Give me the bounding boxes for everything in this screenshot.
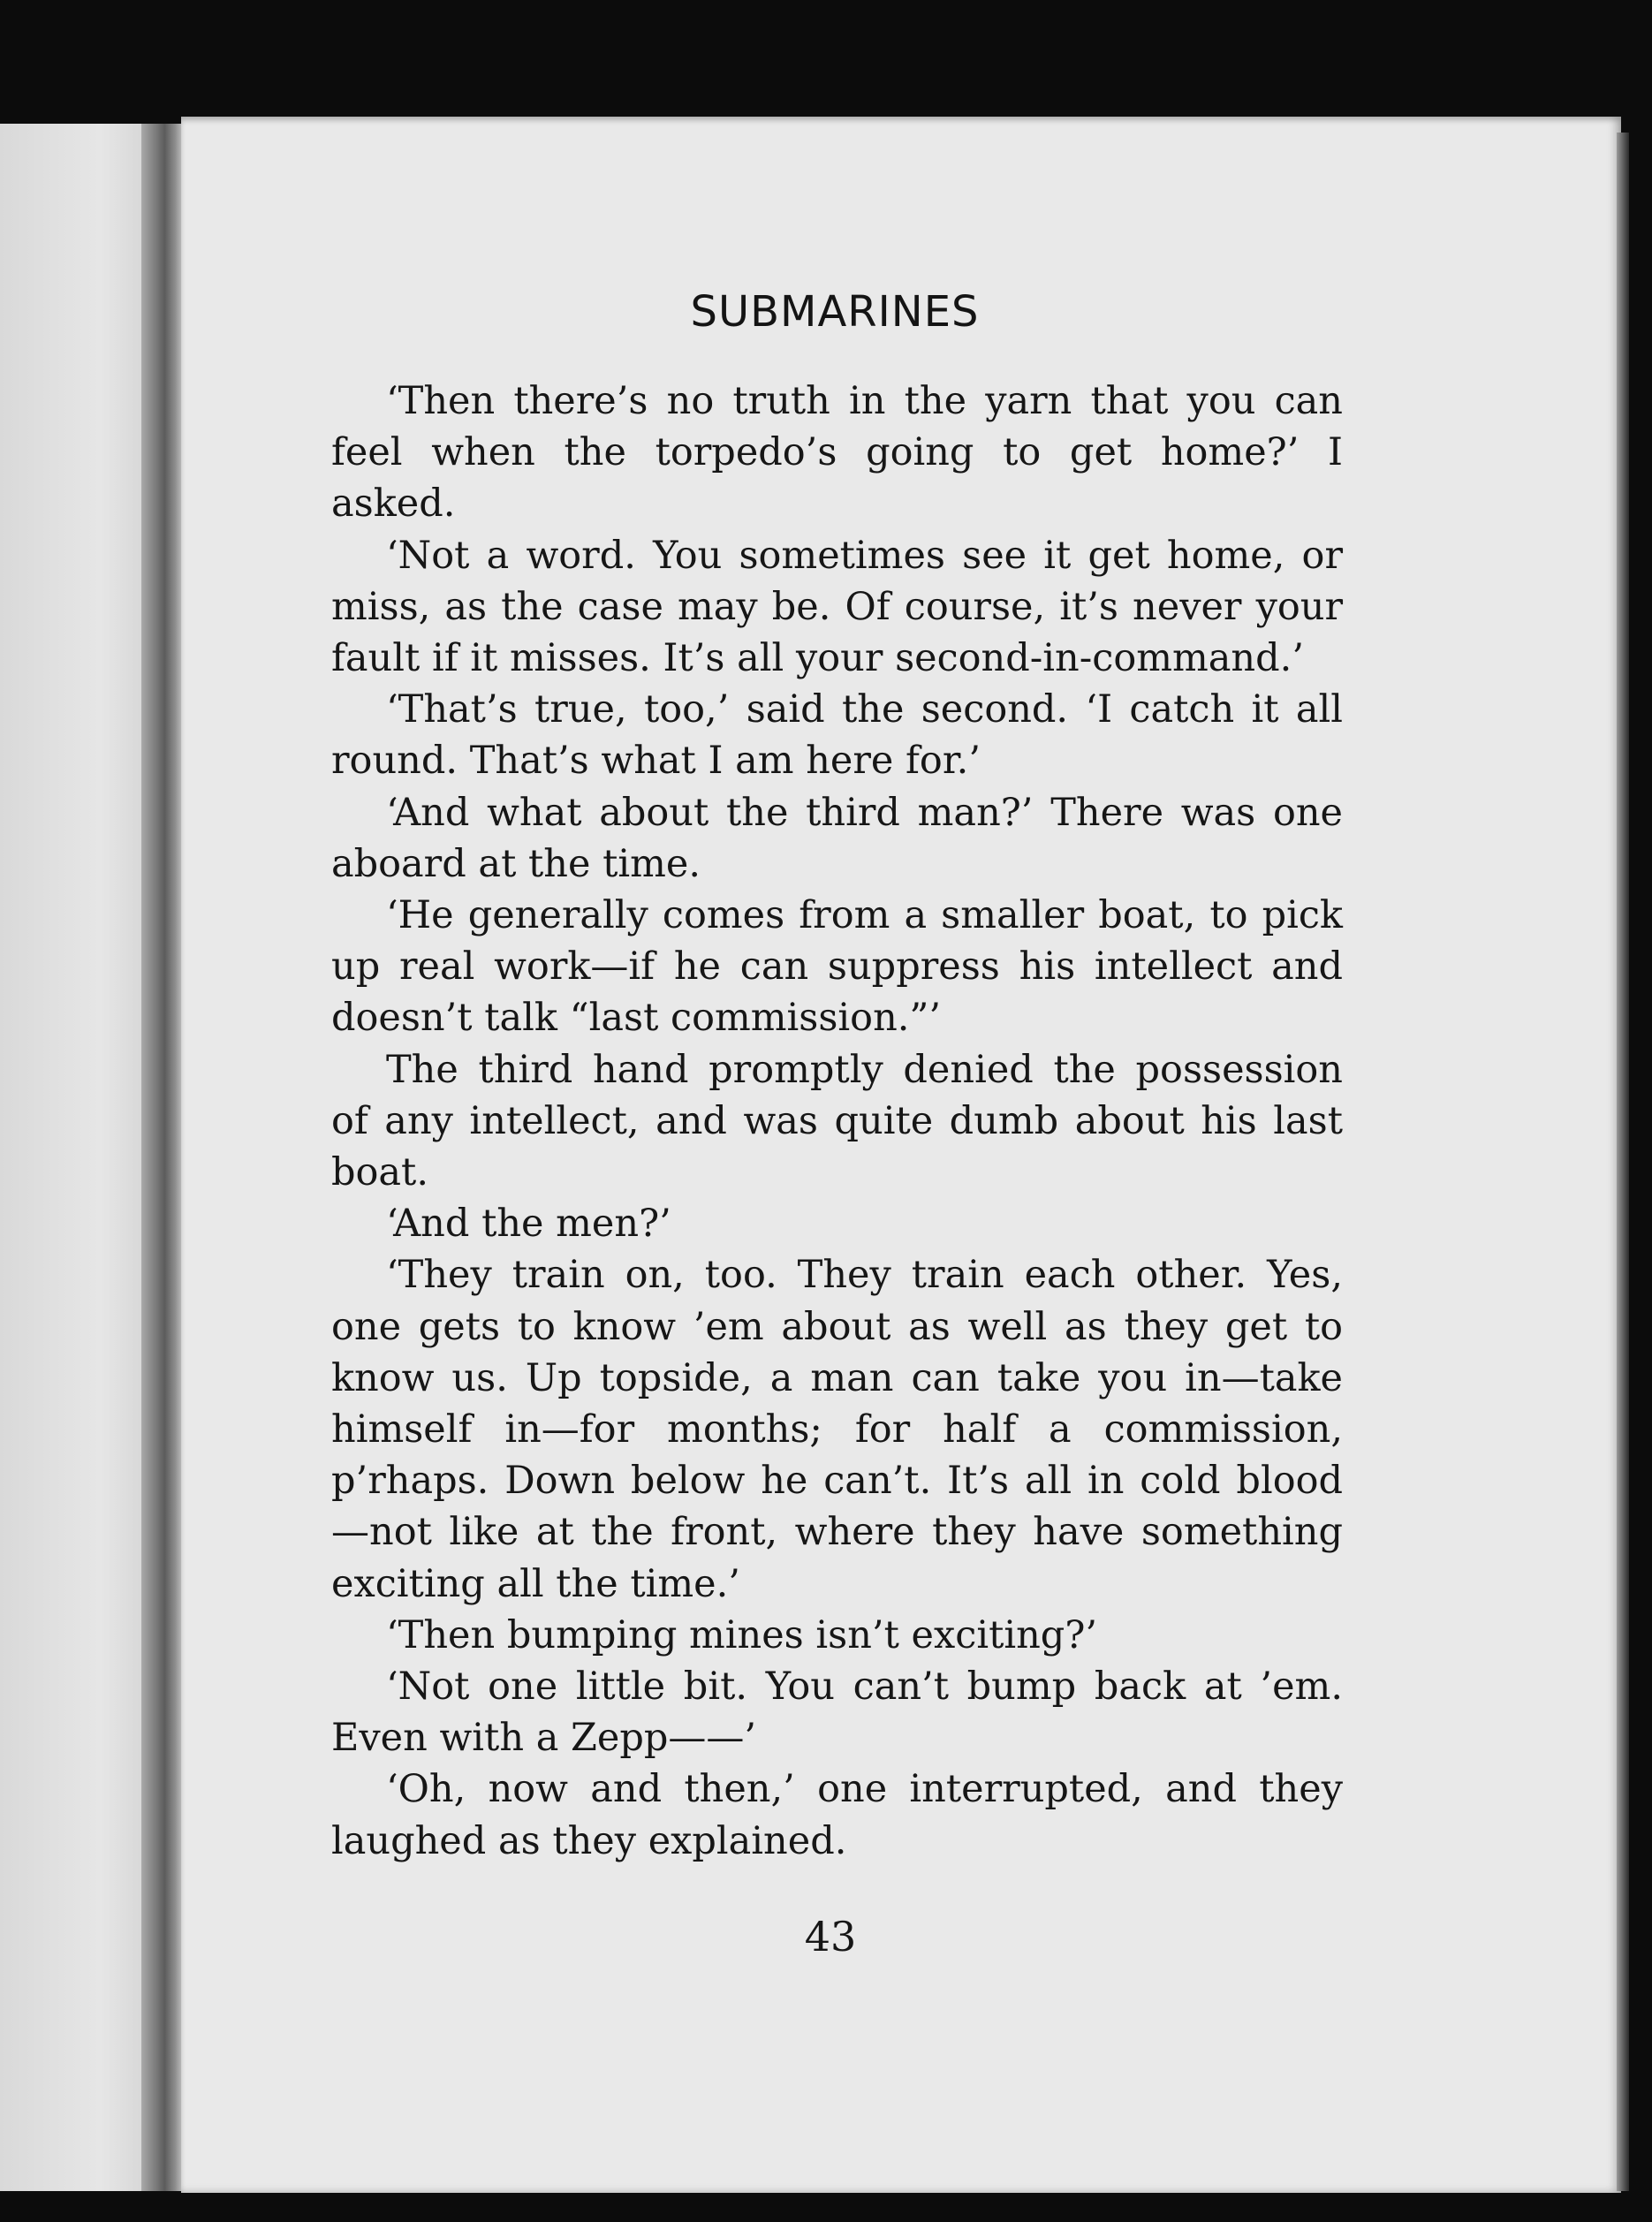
paragraph: ‘They train on, too. They train each other. Yes, one gets to know ’em about as well as they get to know us. Up topside, a man can take you in—take himself in—for months; for half a commission, p’rhaps. Down below he can’t. It’s all in cold blood—not like at the front, where they have something exciting all the time.’ — [331, 1253, 1343, 1606]
paragraph: The third hand promptly denied the possession of any intellect, and was quite dumb about his last boat. — [331, 1047, 1343, 1195]
body-text — [331, 375, 1343, 1867]
page-edge-shadow — [1617, 133, 1629, 2191]
paragraph: ‘That’s true, too,’ said the second. ‘I catch it all round. That’s what I am here for.’ — [331, 687, 1343, 784]
paragraph: ‘Not one little bit. You can’t bump back at ’em. Even with a Zepp——’ — [331, 1665, 1343, 1761]
book-gutter — [141, 124, 184, 2191]
paragraph: ‘He generally comes from a smaller boat, to pick up real work—if he can suppress his intellect and doesn’t talk “last commission.”’ — [331, 893, 1343, 1041]
paragraph: ‘And what about the third man?’ There was one aboard at the time. — [331, 790, 1343, 886]
paragraph: ‘Then there’s no truth in the yarn that you can feel when the torpedo’s going to get home?’ I asked. — [331, 379, 1343, 527]
page-number: 43 — [804, 1913, 857, 1960]
paragraph: ‘And the men?’ — [386, 1202, 671, 1247]
paragraph: ‘Oh, now and then,’ one interrupted, and they laughed as they explained. — [331, 1767, 1343, 1863]
paragraph: ‘Then bumping mines isn’t exciting?’ — [386, 1612, 1098, 1657]
running-head: SUBMARINES — [690, 287, 980, 337]
paragraph: ‘Not a word. You sometimes see it get home, or miss, as the case may be. Of course, it’s never your fault if it misses. It’s all your second-in-command.’ — [331, 533, 1343, 681]
